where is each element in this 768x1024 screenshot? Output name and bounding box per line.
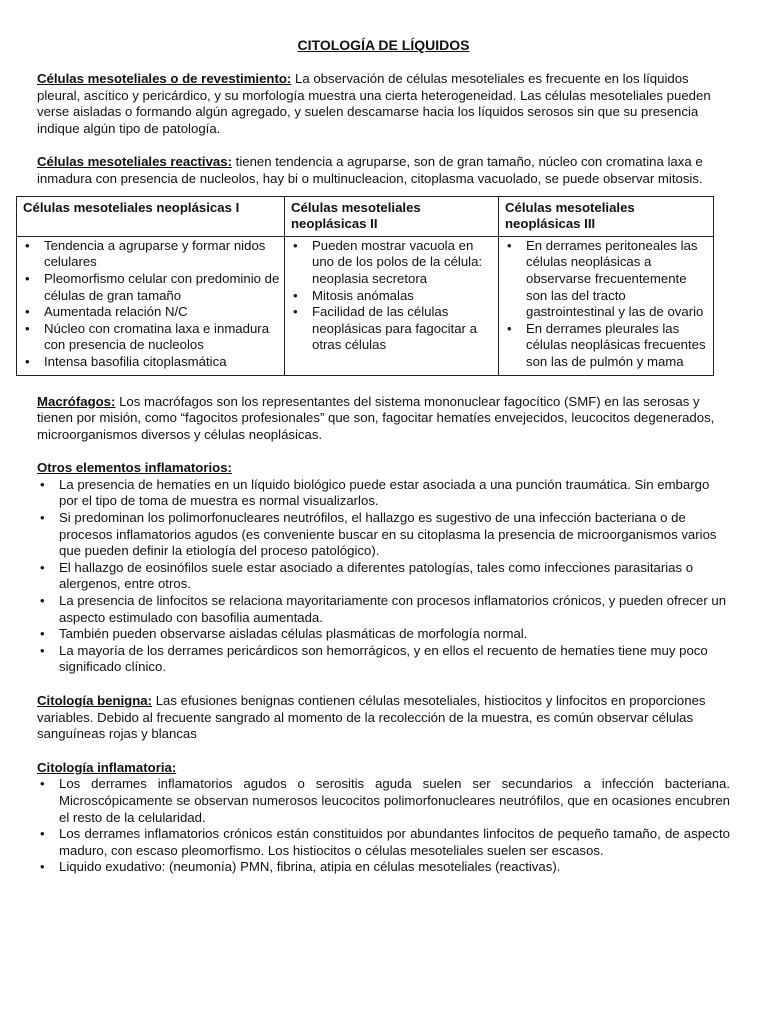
section-macrofagos xyxy=(37,394,730,444)
col2-list xyxy=(287,238,494,354)
bullet-icon: • xyxy=(40,776,45,792)
section-heading: Células mesoteliales reactivas: xyxy=(37,154,232,170)
list-item: • Los derrames inflamatorios crónicos están constituidos por abundantes linfocitos de pequeño tamaño, de aspecto maduro, con escaso pleomorfismo. Los histiocitos o células mesoteliales suelen ser escasos. xyxy=(40,826,730,858)
list-item: • La mayoría de los derrames pericárdicos son hemorrágicos, y en ellos el recuento de hematíes tiene muy poco significado clínico. xyxy=(40,642,708,675)
section-benigna xyxy=(37,693,730,743)
list-item: • En derrames pleurales las células neoplásicas frecuentes son las de pulmón y mama xyxy=(507,320,706,369)
list-item: • Liquido exudativo: (neumonía) PMN, fibrina, atipia en células mesoteliales (reactivas). xyxy=(40,859,561,875)
bullet-icon: • xyxy=(507,237,512,253)
list-item: • Mitosis anómalas xyxy=(293,287,414,303)
list-item: • También pueden observarse aisladas células plasmáticas de morfología normal. xyxy=(40,626,528,642)
list-item: • La presencia de linfocitos se relaciona mayoritariamente con procesos inflamatorios crónicos, y pueden ofrecer un aspecto estimulado con basofilia aumentada. xyxy=(40,593,727,625)
section-text: Las efusiones benignas contienen células mesoteliales, histiocitos y linfocitos en proporciones variables. Debido al frecuente sangrado al momento de la recolección de la muestra, es común observar células sanguíneas rojas y blancas xyxy=(37,693,706,742)
list-item: • La presencia de hematíes en un líquido biológico puede estar asociada a una punción traumática. Sin embargo por el tipo de toma de muestra es normal visualizarlos. xyxy=(40,476,710,509)
table-header: Células mesoteliales neoplásicas II xyxy=(285,196,499,236)
section-inflamatoria-heading xyxy=(37,760,730,777)
bullet-icon: • xyxy=(40,626,45,642)
neoplasicas-table xyxy=(16,196,714,376)
page-title: CITOLOGÍA DE LÍQUIDOS xyxy=(297,37,470,53)
list-item: • Si predominan los polimorfonucleares neutrófilos, el hallazgo es sugestivo de una infección bacteriana o de procesos inflamatorios agudos (es conveniente buscar en su citoplasma la presencia de microorganismos varios que pueden definir la etiología del proceso patológico). xyxy=(40,510,717,559)
inflamatoria-list xyxy=(37,776,730,876)
bullet-icon: • xyxy=(25,270,30,286)
bullet-icon: • xyxy=(40,826,45,842)
list-item: • Pueden mostrar vacuola en uno de los polos de la célula: neoplasia secretora xyxy=(293,237,483,286)
section-text: La observación de células mesoteliales es frecuente en los líquidos pleural, ascítico y pericárdico, y su morfología muestra una cierta heterogeneidad. Las células mesoteliales pueden verse aisladas o formando algún agregado, y suelen descamarse hacia los líquidos serosos sin que su presencia indique algún tipo de patología. xyxy=(37,71,711,136)
list-item: • El hallazgo de eosinófilos suele estar asociado a diferentes patologías, tales como infecciones parasitarias o alergenos, entre otros. xyxy=(40,559,694,592)
list-item: • Núcleo con cromatina laxa e inmadura con presencia de nucleolos xyxy=(25,320,270,353)
bullet-icon: • xyxy=(507,320,512,336)
table-header: Células mesoteliales neoplásicas I xyxy=(17,196,285,236)
table-row xyxy=(17,236,714,375)
section-text: tienen tendencia a agruparse, son de gran tamaño, núcleo con cromatina laxa e inmadura con presencia de nucleolos, hay bi o multinucleacion, citoplasma vacuolado, se puede observar mitosis. xyxy=(37,154,703,186)
section-heading: Otros elementos inflamatorios: xyxy=(37,460,232,476)
table-header-row xyxy=(17,196,714,236)
col3-list xyxy=(501,238,709,371)
list-item: • Intensa basofilia citoplasmática xyxy=(25,353,227,369)
list-item: • Aumentada relación N/C xyxy=(25,304,188,320)
col1-list xyxy=(19,238,280,371)
section-otros-heading xyxy=(37,460,730,477)
section-heading: Citología inflamatoria: xyxy=(37,759,177,775)
bullet-icon: • xyxy=(40,593,45,609)
bullet-icon: • xyxy=(40,476,45,492)
section-text: Los macrófagos son los representantes del sistema mononuclear fagocítico (SMF) en las serosas y tienen por misión, como “fagocitos profesionales” que son, fagocitar hematíes envejecidos, leucocitos degenerados, microorganismos diversos y células neoplásicas. xyxy=(37,393,715,442)
section-heading: Citología benigna: xyxy=(37,693,153,708)
table-cell-col3 xyxy=(499,236,714,375)
table-cell-col2 xyxy=(285,236,499,375)
bullet-icon: • xyxy=(25,353,30,369)
list-item: • En derrames peritoneales las células neoplásicas a observarse frecuentemente son las del tracto gastrointestinal y las de ovario xyxy=(507,237,704,320)
list-item: • Los derrames inflamatorios agudos o serositis aguda suelen ser secundarios a infección bacteriana. Microscópicamente se observan numerosos leucocitos polimorfonucleares neutrófilos, que en ocasiones encubren el resto de la celularidad. xyxy=(40,776,730,825)
list-item: • Facilidad de las células neoplásicas para fagocitar a otras células xyxy=(293,304,477,353)
otros-list xyxy=(37,477,730,676)
bullet-icon: • xyxy=(25,237,30,253)
section-mesoteliales xyxy=(37,71,730,137)
section-reactivas xyxy=(37,154,730,187)
list-item: • Tendencia a agruparse y formar nidos celulares xyxy=(25,237,266,270)
table-cell-col1 xyxy=(17,236,285,375)
bullet-icon: • xyxy=(40,642,45,658)
list-item: • Pleomorfismo celular con predominio de células de gran tamaño xyxy=(25,270,280,303)
bullet-icon: • xyxy=(293,287,298,303)
bullet-icon: • xyxy=(40,559,45,575)
bullet-icon: • xyxy=(293,237,298,253)
bullet-icon: • xyxy=(293,304,298,320)
bullet-icon: • xyxy=(40,859,45,875)
bullet-icon: • xyxy=(40,510,45,526)
section-heading: Células mesoteliales o de revestimiento: xyxy=(37,71,292,86)
section-heading: Macrófagos: xyxy=(37,393,116,409)
table-header: Células mesoteliales neoplásicas III xyxy=(499,196,714,236)
bullet-icon: • xyxy=(25,320,30,336)
bullet-icon: • xyxy=(25,304,30,320)
